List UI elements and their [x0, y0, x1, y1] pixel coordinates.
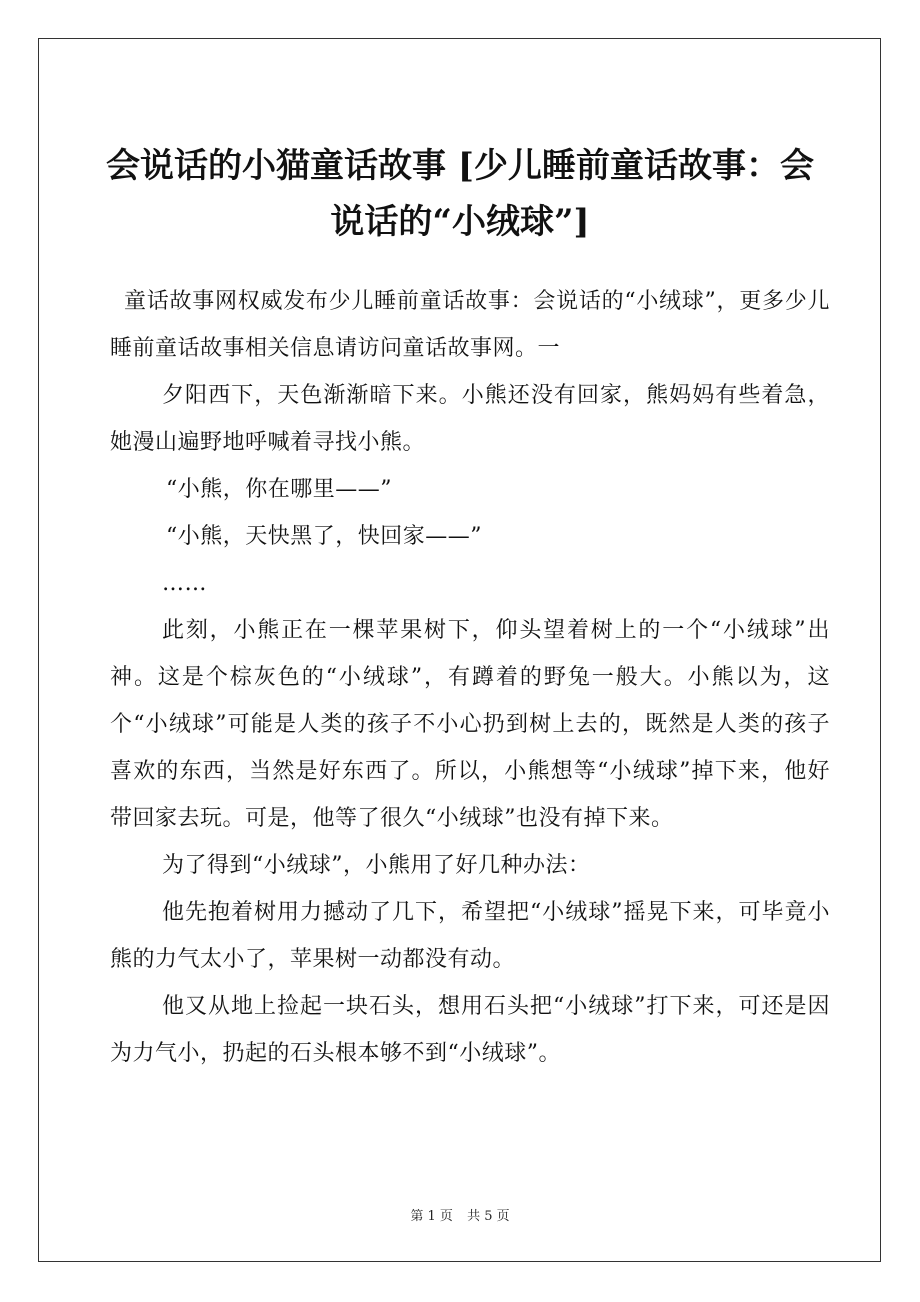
document-body — [110, 278, 830, 1077]
body-paragraph: 为了得到“小绒球”，小熊用了好几种办法： — [162, 853, 591, 878]
body-paragraph: 他先抱着树用力撼动了几下，希望把“小绒球”摇晃下来，可毕竟小熊的力气太小了，苹果树一动都没有动。 — [110, 900, 830, 972]
title-line-1: 会说话的小猫童话故事 [少儿睡前童话故事：会 — [106, 146, 814, 186]
intro-paragraph: 童话故事网权威发布少儿睡前童话故事：会说话的“小绒球”，更多少儿睡前童话故事相关信息请访问童话故事网。一 — [110, 289, 830, 361]
page-number: 第 1 页 — [410, 1209, 453, 1224]
title-line-2: 说话的“小绒球”] — [330, 202, 590, 242]
body-paragraph: 夕阳西下，天色渐渐暗下来。小熊还没有回家，熊妈妈有些着急，她漫山遍野地呼喊着寻找小熊。 — [110, 383, 830, 455]
dialogue-line: “小熊，你在哪里——” — [166, 477, 392, 502]
ellipsis-line: …… — [162, 571, 207, 596]
page-footer — [0, 1205, 920, 1224]
body-paragraph: 他又从地上捡起一块石头，想用石头把“小绒球”打下来，可还是因为力气小，扔起的石头根本够不到“小绒球”。 — [110, 994, 830, 1066]
body-paragraph: 此刻，小熊正在一棵苹果树下，仰头望着树上的一个“小绒球”出神。这是个棕灰色的“小绒球”，有蹲着的野兔一般大。小熊以为，这个“小绒球”可能是人类的孩子不小心扔到树上去的，既然是人类的孩子喜欢的东西，当然是好东西了。所以，小熊想等“小绒球”掉下来，他好带回家去玩。可是，他等了很久“小绒球”也没有掉下来。 — [110, 618, 830, 831]
dialogue-line: “小熊，天快黑了，快回家——” — [166, 524, 482, 549]
document-title — [60, 138, 860, 250]
page-total: 共 5 页 — [467, 1209, 510, 1224]
